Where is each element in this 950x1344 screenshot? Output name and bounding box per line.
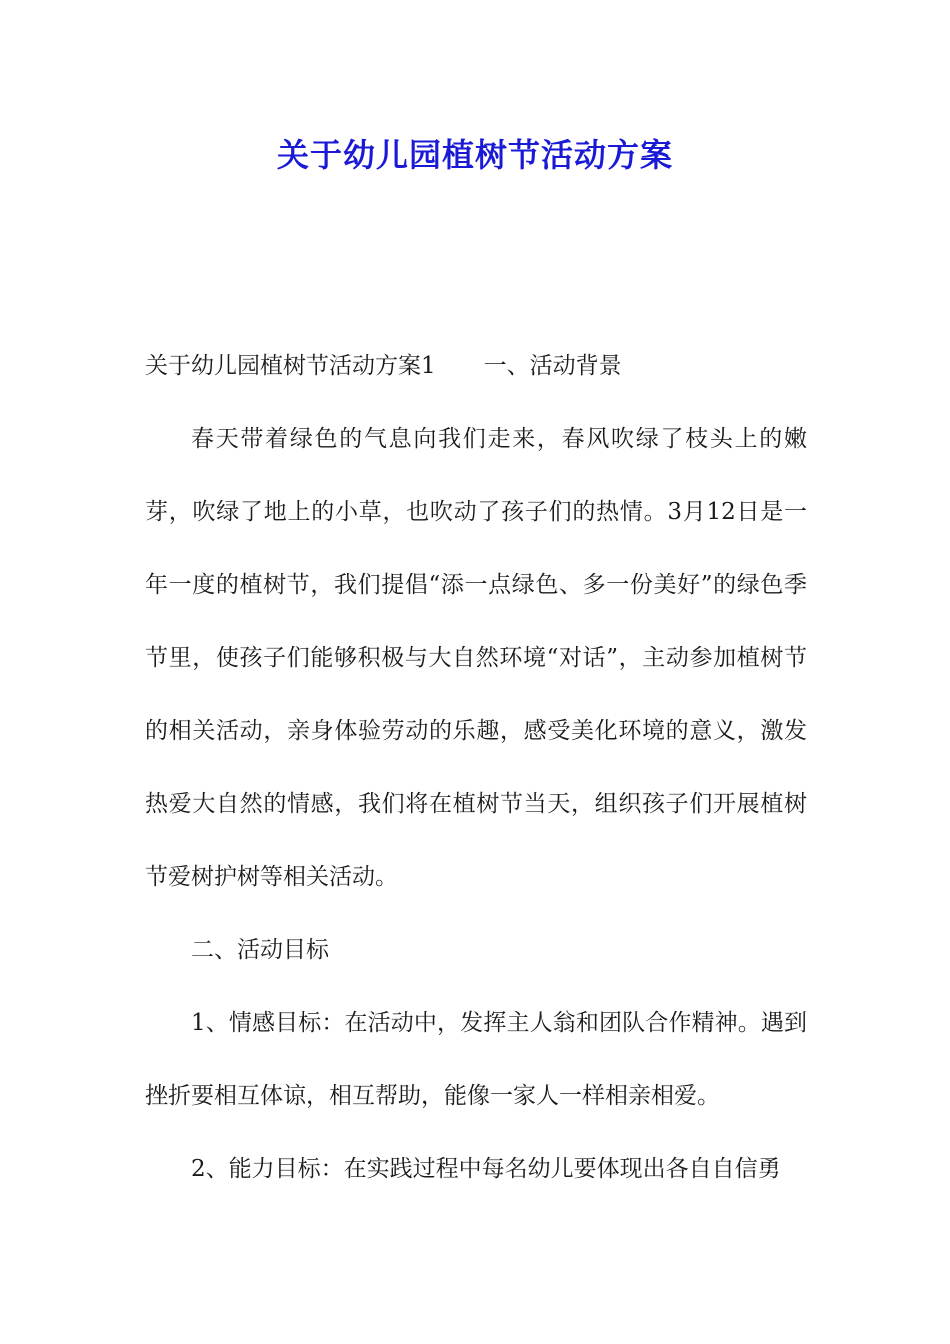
paragraph-background: 春天带着绿色的气息向我们走来，春风吹绿了枝头上的嫩芽，吹绿了地上的小草，也吹动了孩子们的热情。3月12日是一年一度的植树节，我们提倡“添一点绿色、多一份美好”的绿色季节里，使孩子们能够积极与大自然环境“对话”，主动参加植树节的相关活动，亲身体验劳动的乐趣，感受美化环境的意义，激发热爱大自然的情感，我们将在植树节当天，组织孩子们开展植树节爱树护树等相关活动。: [145, 426, 807, 890]
section-heading-goals: 二、活动目标: [191, 937, 329, 963]
paragraph-emotional-goal: 1、情感目标：在活动中，发挥主人翁和团队合作精神。遇到挫折要相互体谅，相互帮助，能像一家人一样相亲相爱。: [145, 1010, 807, 1109]
plan-title: 关于幼儿园植树节活动方案1: [145, 353, 436, 379]
document-title: 关于幼儿园植树节活动方案: [276, 136, 673, 174]
heading-line: [145, 330, 807, 403]
section-heading-background: 一、活动背景: [483, 353, 622, 379]
document-body: [145, 330, 807, 1206]
paragraph-ability-goal: 2、能力目标：在实践过程中每名幼儿要体现出各自自信勇: [191, 1156, 781, 1182]
